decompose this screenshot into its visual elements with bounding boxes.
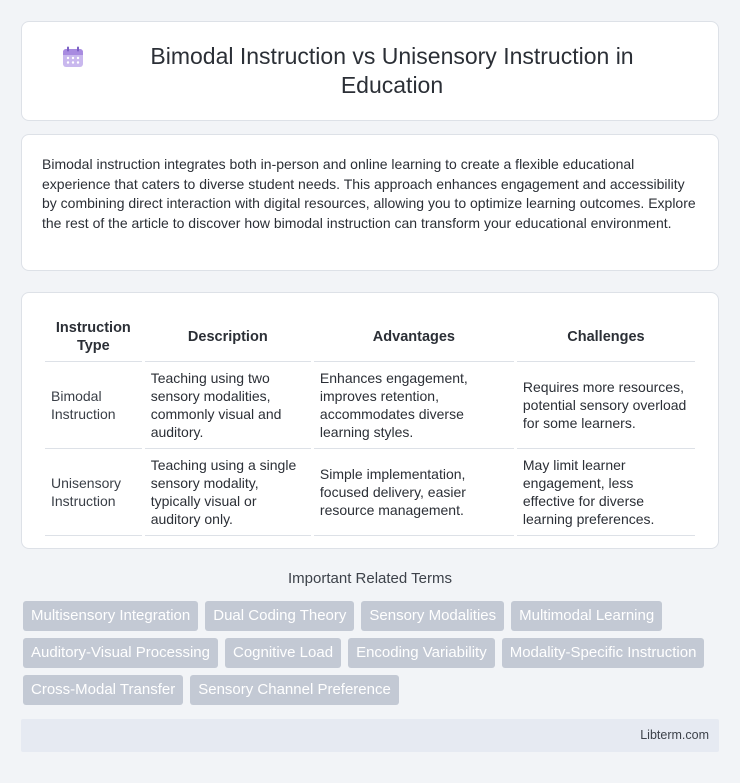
term-tag[interactable]: Modality-Specific Instruction: [502, 638, 705, 668]
cell-description: Teaching using a single sensory modality, typically visual or auditory only.: [145, 449, 311, 536]
title-wrap: [22, 42, 718, 100]
cell-type: Bimodal Instruction: [45, 362, 142, 449]
header-challenges: Challenges: [517, 307, 695, 362]
term-tag[interactable]: Encoding Variability: [348, 638, 495, 668]
footer: [21, 719, 719, 752]
header-advantages: Advantages: [314, 307, 514, 362]
page-title: Bimodal Instruction vs Unisensory Instruction in Education: [150, 43, 634, 98]
cell-challenges: May limit learner engagement, less effective for diverse learning preferences.: [517, 449, 695, 536]
comparison-table: [42, 307, 698, 536]
footer-site-link[interactable]: Libterm.com: [640, 728, 709, 742]
cell-type: Unisensory Instruction: [45, 449, 142, 536]
term-tag[interactable]: Sensory Modalities: [361, 601, 504, 631]
cell-challenges: Requires more resources, potential sensory overload for some learners.: [517, 362, 695, 449]
term-tag[interactable]: Sensory Channel Preference: [190, 675, 399, 705]
term-tag[interactable]: Dual Coding Theory: [205, 601, 354, 631]
cell-advantages: Simple implementation, focused delivery, easier resource management.: [314, 449, 514, 536]
header-instruction-type: Instruction Type: [45, 307, 142, 362]
related-terms-heading: Important Related Terms: [288, 570, 452, 587]
related-terms-list: [23, 601, 723, 712]
intro-card: [21, 134, 719, 271]
comparison-table-card: [21, 292, 719, 549]
calendar-icon: [62, 46, 84, 68]
table-header-row: [45, 307, 695, 362]
term-tag[interactable]: Multimodal Learning: [511, 601, 662, 631]
table-row: [45, 362, 695, 449]
intro-paragraph: Bimodal instruction integrates both in-person and online learning to create a flexible educational experience that caters to diverse student needs. This approach enhances engagement and accessibility by combining direct interaction with digital resources, allowing you to optimize learning outcomes. Explore the rest of the article to discover how bimodal instruction can transform your educational environment.: [42, 156, 696, 231]
title-card: [21, 21, 719, 121]
cell-advantages: Enhances engagement, improves retention, accommodates diverse learning styles.: [314, 362, 514, 449]
header-description: Description: [145, 307, 311, 362]
term-tag[interactable]: Cross-Modal Transfer: [23, 675, 183, 705]
term-tag[interactable]: Auditory-Visual Processing: [23, 638, 218, 668]
term-tag[interactable]: Cognitive Load: [225, 638, 341, 668]
cell-description: Teaching using two sensory modalities, commonly visual and auditory.: [145, 362, 311, 449]
table-row: [45, 449, 695, 536]
term-tag[interactable]: Multisensory Integration: [23, 601, 198, 631]
